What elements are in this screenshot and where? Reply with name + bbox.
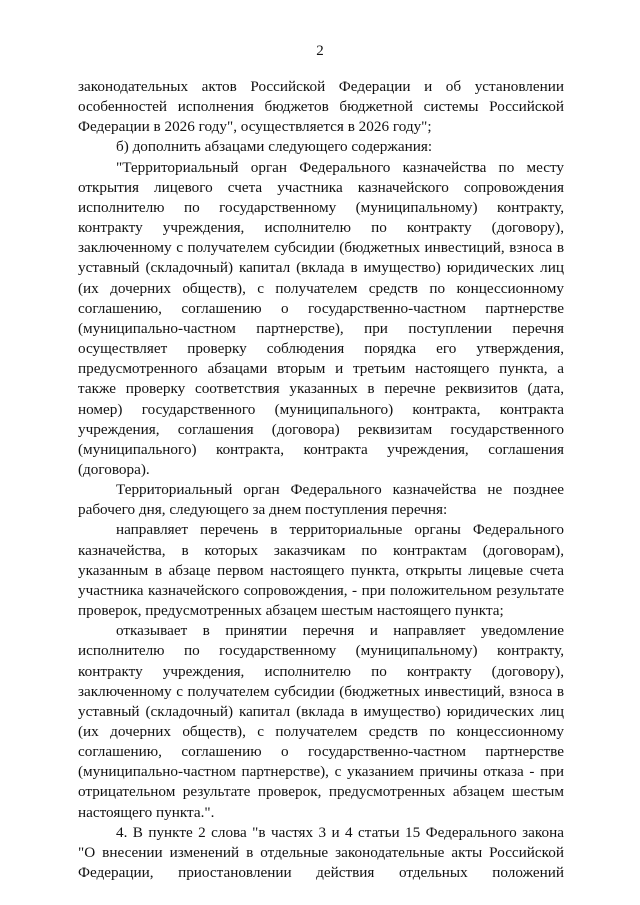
- page-number: 2: [316, 43, 324, 59]
- paragraph-7: 4. В пункте 2 слова "в частях 3 и 4 статьи 15 Федерального закона "О внесении изменений в отдельные законодательные акты Российской Федерации, приостановлении действия отдельных положений: [78, 823, 564, 882]
- paragraph-6: отказывает в принятии перечня и направляет уведомление исполнителю по государственному (муниципальному) контракту, контракту учреждения, исполнителю по контракту (договору), заключенному с получателем субсидии (бюджетных инвестиций, взноса в уставный (складочный) капитал (вклада в имущество) юридических лиц (их дочерних обществ), с получателем средств по концессионному соглашению, соглашению о государственно-частном партнерстве (муниципально-частном партнерстве), с указанием причины отказа - при отрицательном результате проверок, предусмотренных абзацем шестым настоящего пункта.".: [78, 622, 564, 821]
- paragraph-2: б) дополнить абзацами следующего содержания:: [116, 138, 433, 156]
- document-body: [78, 77, 564, 883]
- paragraph-4: Территориальный орган Федерального казначейства не позднее рабочего дня, следующего за днем поступления перечня:: [78, 481, 564, 519]
- paragraph-3: "Территориальный орган Федерального казначейства по месту открытия лицевого счета участника казначейского сопровождения исполнителю по государственному (муниципальному) контракту, контракту учреждения, исполнителю по контракту (договору), заключенному с получателем субсидии (бюджетных инвестиций, взноса в уставный (складочный) капитал (вклада в имущество) юридических лиц (их дочерних обществ), с получателем средств по концессионному соглашению, соглашению о государственно-частном партнерстве (муниципально-частном партнерстве), при поступлении перечня осуществляет проверку соблюдения порядка его утверждения, предусмотренного абзацами вторым и третьим настоящего пункта, а также проверку соответствия указанных в перечне реквизитов (дата, номер) государственного (муниципального) контракта, контракта учреждения, соглашения (договора) реквизитам государственного (муниципального) контракта, контракта учреждения, соглашения (договора).: [78, 158, 564, 478]
- paragraph-1: законодательных актов Российской Федерации и об установлении особенностей исполнения бюджетов бюджетной системы Российской Федерации в 2026 году", осуществляется в 2026 году";: [78, 78, 564, 136]
- paragraph-5: направляет перечень в территориальные органы Федерального казначейства, в которых заказчикам по контрактам (договорам), указанным в абзаце первом настоящего пункта, открыты лицевые счета участника казначейского сопровождения, - при положительном результате проверок, предусмотренных абзацем шестым настоящего пункта;: [78, 521, 564, 620]
